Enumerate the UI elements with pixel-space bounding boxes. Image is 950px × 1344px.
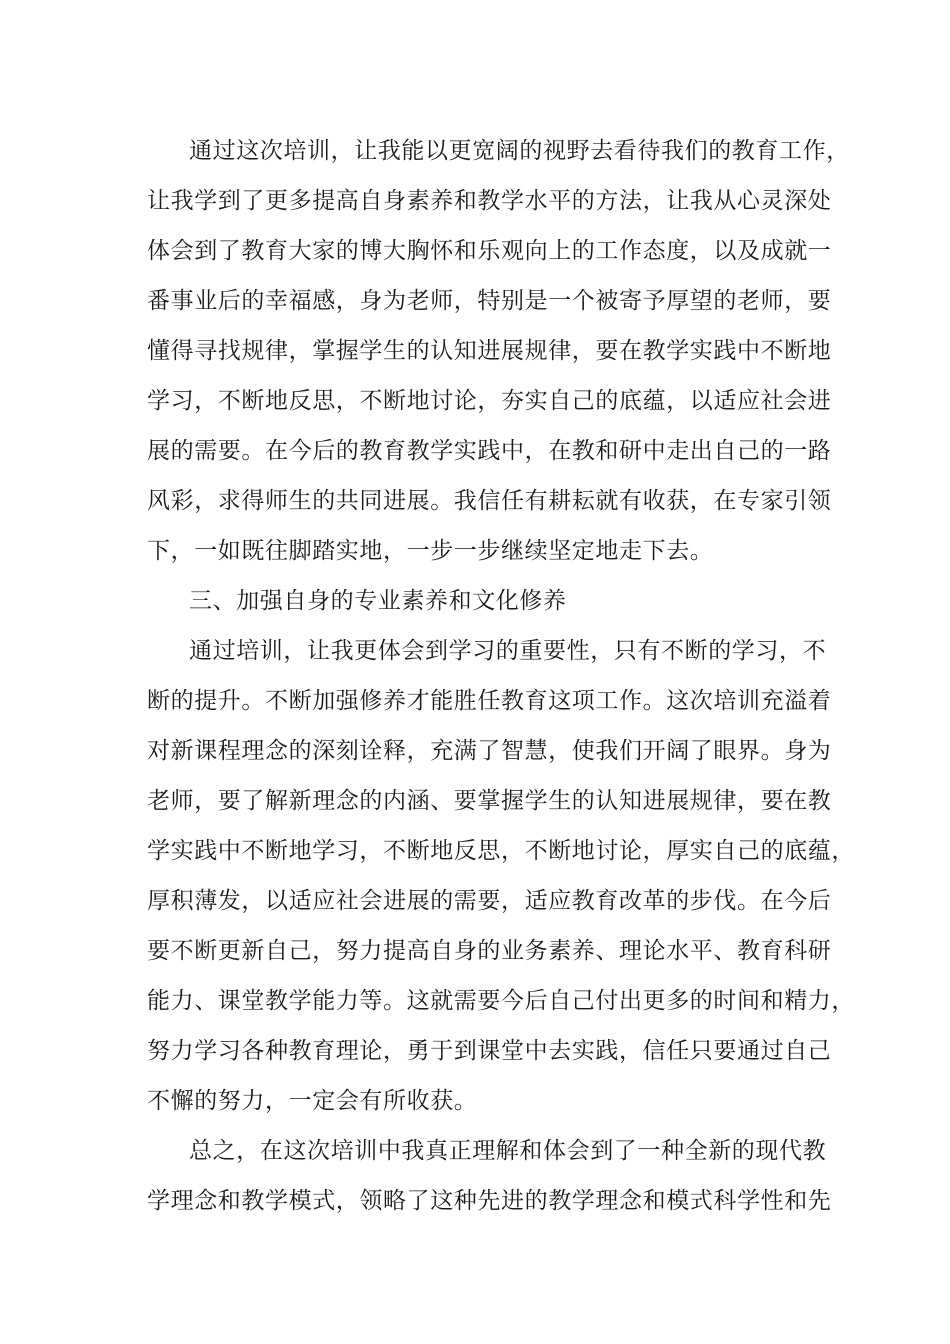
paragraph-line: 风彩，求得师生的共同进展。我信任有耕耘就有收获，在专家引领 — [147, 488, 832, 514]
paragraph-line: 通过这次培训，让我能以更宽阔的视野去看待我们的教育工作， — [189, 138, 850, 164]
paragraph-line: 对新课程理念的深刻诠释，充满了智慧，使我们开阔了眼界。身为 — [147, 738, 832, 764]
paragraph-line: 番事业后的幸福感，身为老师，特别是一个被寄予厚望的老师，要 — [147, 288, 832, 314]
section-heading: 三、加强自身的专业素养和文化修养 — [189, 588, 567, 614]
paragraph-line: 体会到了教育大家的博大胸怀和乐观向上的工作态度，以及成就一 — [147, 238, 832, 264]
paragraph-line: 通过培训，让我更体会到学习的重要性，只有不断的学习，不 — [189, 638, 827, 664]
paragraph-line: 能力、课堂教学能力等。这就需要今后自己付出更多的时间和精力， — [147, 988, 855, 1014]
paragraph-line: 展的需要。在今后的教育教学实践中，在教和研中走出自己的一路 — [147, 438, 832, 464]
paragraph-line: 老师，要了解新理念的内涵、要掌握学生的认知进展规律，要在教 — [147, 788, 832, 814]
paragraph-line: 懂得寻找规律，掌握学生的认知进展规律，要在教学实践中不断地 — [147, 338, 832, 364]
paragraph-line: 下，一如既往脚踏实地，一步一步继续坚定地走下去。 — [147, 538, 714, 564]
paragraph-line: 学理念和教学模式，领略了这种先进的教学理念和模式科学性和先 — [147, 1188, 832, 1214]
paragraph-line: 学习，不断地反思，不断地讨论，夯实自己的底蕴，以适应社会进 — [147, 388, 832, 414]
paragraph-line: 要不断更新自己，努力提高自身的业务素养、理论水平、教育科研 — [147, 938, 832, 964]
paragraph-line: 厚积薄发，以适应社会进展的需要，适应教育改革的步伐。在今后 — [147, 888, 832, 914]
paragraph-line: 断的提升。不断加强修养才能胜任教育这项工作。这次培训充溢着 — [147, 688, 832, 714]
paragraph-line: 让我学到了更多提高自身素养和教学水平的方法，让我从心灵深处 — [147, 188, 832, 214]
paragraph-line: 学实践中不断地学习，不断地反思，不断地讨论，厚实自己的底蕴， — [147, 838, 855, 864]
paragraph-line: 不懈的努力，一定会有所收获。 — [147, 1088, 478, 1114]
paragraph-line: 总之，在这次培训中我真正理解和体会到了一种全新的现代教 — [189, 1138, 827, 1164]
paragraph-line: 努力学习各种教育理论，勇于到课堂中去实践，信任只要通过自己 — [147, 1038, 832, 1064]
